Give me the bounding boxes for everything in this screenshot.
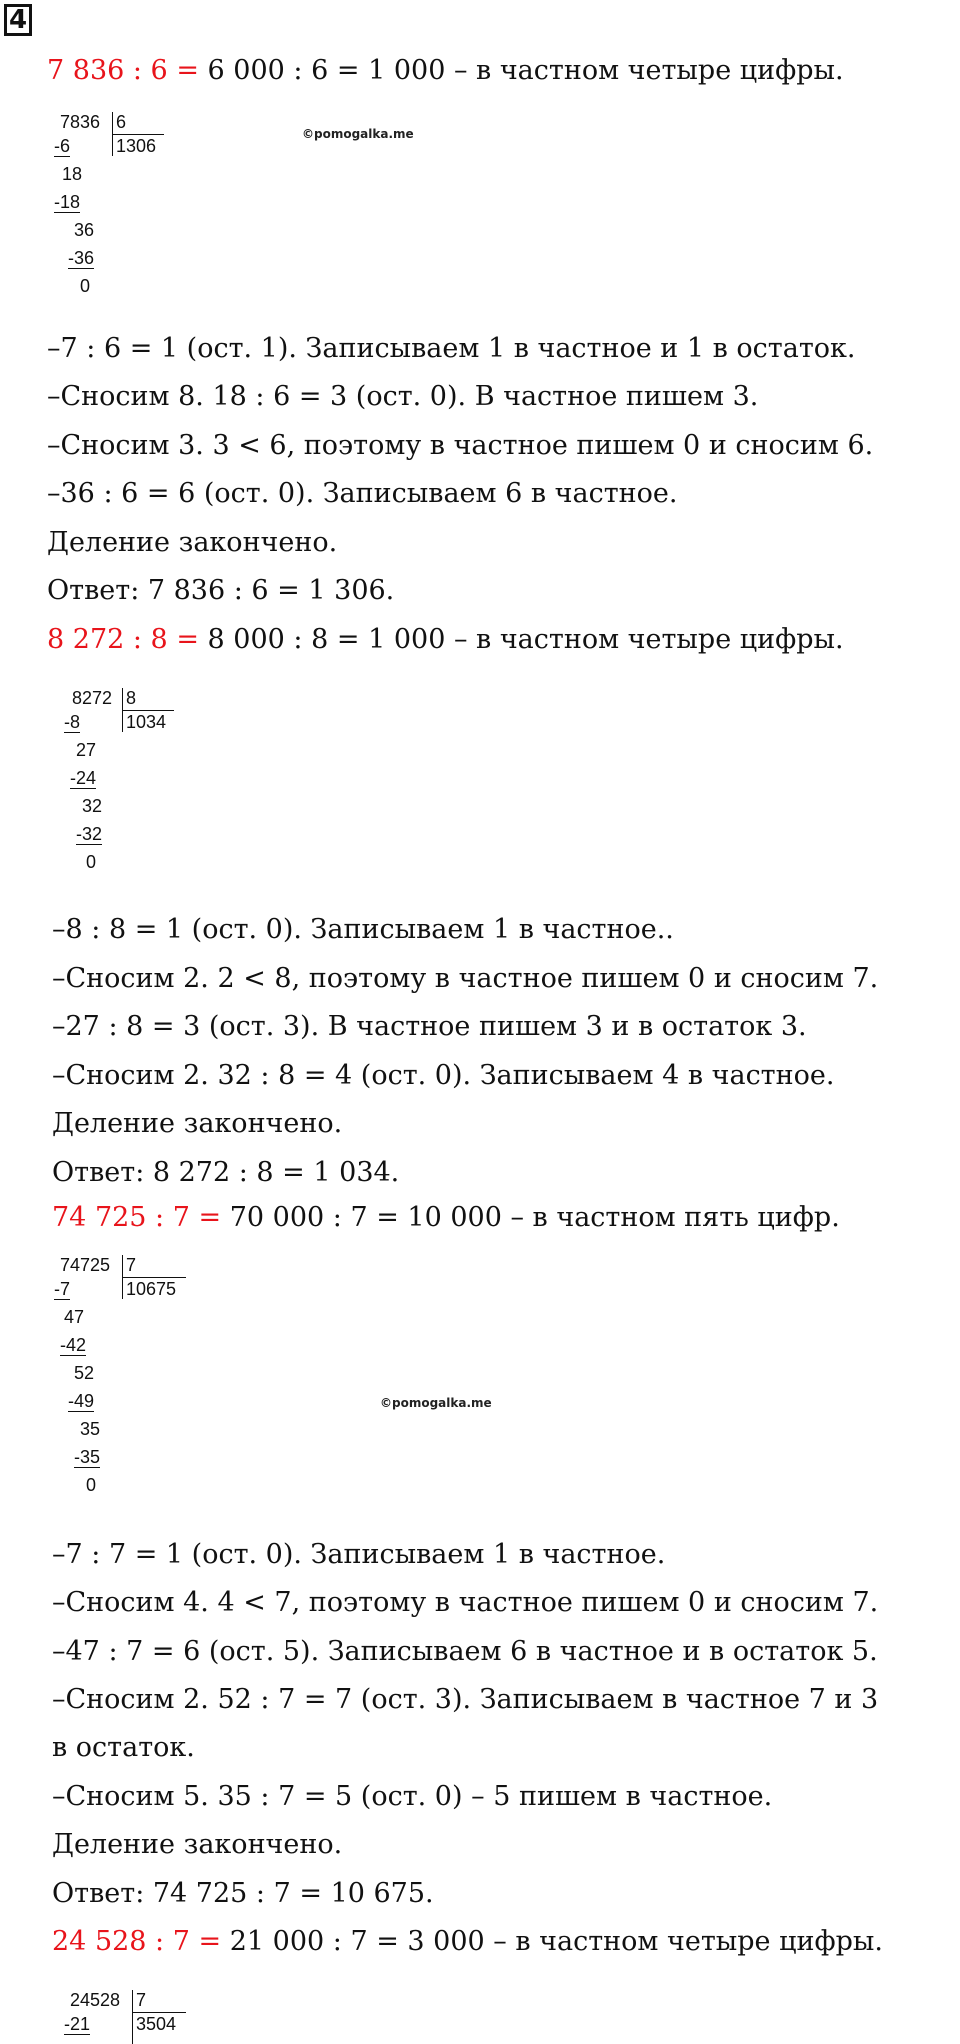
task3-line: –Сносим 5. 35 : 7 = 5 (ост. 0) – 5 пишем в частное. [52, 1781, 773, 1812]
task1-expression: 7 836 : 6 = [47, 55, 199, 86]
quotient: 10675 [126, 1279, 177, 1299]
task2-line: –27 : 8 = 3 (ост. 3). В частное пишем 3 и в остаток 3. [52, 1011, 807, 1042]
watermark: ©pomogalka.me [380, 1396, 492, 1410]
step: 47 [64, 1307, 85, 1327]
task2-answer: Ответ: 8 272 : 8 = 1 034. [52, 1157, 400, 1188]
step: -21 [64, 2014, 91, 2034]
task3-line: –47 : 7 = 6 (ост. 5). Записываем 6 в частное и в остаток 5. [52, 1636, 878, 1667]
step: 18 [62, 164, 83, 184]
task2-header [47, 623, 844, 657]
step: -49 [68, 1391, 95, 1411]
dividend: 8272 [72, 688, 113, 708]
task2-expression: 8 272 : 8 = [47, 624, 199, 655]
task4-estimate: 21 000 : 7 = 3 000 – в частном четыре цифры. [229, 1926, 883, 1957]
divisor: 7 [126, 1255, 137, 1275]
step: -18 [54, 192, 81, 212]
quotient: 1306 [116, 136, 157, 156]
divisor: 8 [126, 688, 137, 708]
task3-line: –Сносим 2. 52 : 7 = 7 (ост. 3). Записываем в частное 7 и 3 [52, 1684, 879, 1715]
step: -7 [54, 1279, 71, 1299]
divisor: 6 [116, 112, 127, 132]
step: -36 [68, 248, 95, 268]
step: 0 [86, 1475, 97, 1495]
task1-line: –Сносим 3. 3 < 6, поэтому в частное пишем 0 и сносим 6. [47, 430, 874, 461]
step: 32 [82, 796, 103, 816]
step: -6 [54, 136, 71, 156]
quotient-line [112, 134, 164, 135]
step: -32 [76, 824, 103, 844]
dividend: 7836 [60, 112, 101, 132]
task2-line: Деление закончено. [52, 1108, 343, 1139]
task3-line: Деление закончено. [52, 1829, 343, 1860]
step: 0 [80, 276, 91, 296]
task3-line: –7 : 7 = 1 (ост. 0). Записываем 1 в частное. [52, 1539, 666, 1570]
division-vertical-line [132, 1990, 133, 2044]
step: -8 [64, 712, 81, 732]
task2-estimate: 8 000 : 8 = 1 000 – в частном четыре цифры. [207, 624, 844, 655]
divisor: 7 [136, 1990, 147, 2010]
quotient-line [122, 710, 174, 711]
dividend: 74725 [60, 1255, 111, 1275]
step: 35 [80, 1419, 101, 1439]
quotient: 3504 [136, 2014, 177, 2034]
task3-answer: Ответ: 74 725 : 7 = 10 675. [52, 1878, 434, 1909]
task1-line: –7 : 6 = 1 (ост. 1). Записываем 1 в частное и 1 в остаток. [47, 333, 856, 364]
task3-line: в остаток. [52, 1732, 195, 1763]
task2-line: –8 : 8 = 1 (ост. 0). Записываем 1 в частное.. [52, 914, 674, 945]
task1-line: –Сносим 8. 18 : 6 = 3 (ост. 0). В частное пишем 3. [47, 381, 759, 412]
watermark: ©pomogalka.me [302, 127, 414, 141]
step: 27 [76, 740, 97, 760]
task4-expression: 24 528 : 7 = [52, 1926, 222, 1957]
task1-answer: Ответ: 7 836 : 6 = 1 306. [47, 575, 395, 606]
task4-header [52, 1925, 883, 1959]
task3-estimate: 70 000 : 7 = 10 000 – в частном пять цифр. [229, 1202, 840, 1233]
task3-line: –Сносим 4. 4 < 7, поэтому в частное пишем 0 и сносим 7. [52, 1587, 879, 1618]
task1-line: –36 : 6 = 6 (ост. 0). Записываем 6 в частное. [47, 478, 678, 509]
task1-line: Деление закончено. [47, 527, 338, 558]
step: -42 [60, 1335, 87, 1355]
step: -24 [70, 768, 97, 788]
task3-header [52, 1201, 840, 1235]
task3-expression: 74 725 : 7 = [52, 1202, 222, 1233]
step: 36 [74, 220, 95, 240]
step: 0 [86, 852, 97, 872]
task2-line: –Сносим 2. 2 < 8, поэтому в частное пишем 0 и сносим 7. [52, 963, 879, 994]
quotient-line [122, 1277, 186, 1278]
step: -35 [74, 1447, 101, 1467]
task2-line: –Сносим 2. 32 : 8 = 4 (ост. 0). Записываем 4 в частное. [52, 1060, 835, 1091]
quotient-line [132, 2012, 186, 2013]
task1-header [47, 54, 844, 88]
quotient: 1034 [126, 712, 167, 732]
dividend: 24528 [70, 1990, 121, 2010]
task1-estimate: 6 000 : 6 = 1 000 – в частном четыре цифры. [207, 55, 844, 86]
task-number-badge: 4 [4, 4, 32, 36]
step: 52 [74, 1363, 95, 1383]
